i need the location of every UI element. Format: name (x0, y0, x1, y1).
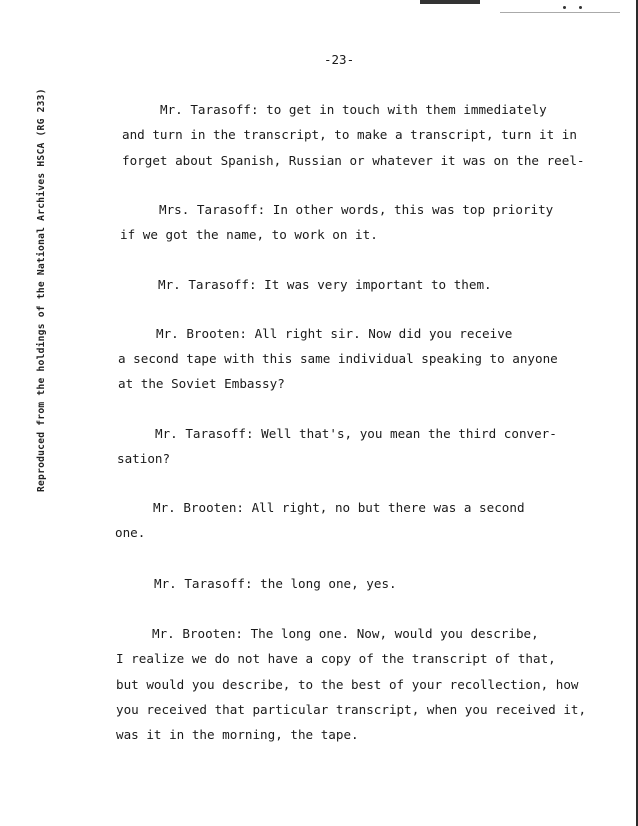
transcript-line: I realize we do not have a copy of the transcript of that, (116, 651, 556, 666)
transcript-line: was it in the morning, the tape. (116, 727, 359, 742)
transcript-line: but would you describe, to the best of your recollection, how (116, 677, 579, 692)
transcript-line: Mr. Tarasoff: to get in touch with them immediately (160, 102, 547, 117)
scan-speck (579, 6, 582, 9)
transcript-line: Mr. Tarasoff: the long one, yes. (154, 576, 397, 591)
transcript-line: Mr. Brooten: All right sir. Now did you receive (156, 326, 513, 341)
transcript-line: Mr. Tarasoff: Well that's, you mean the third conver- (155, 426, 557, 441)
transcript-line: a second tape with this same individual speaking to anyone (118, 351, 558, 366)
transcript-line: if we got the name, to work on it. (120, 227, 378, 242)
archive-stamp (0, 0, 47, 826)
transcript-line: forget about Spanish, Russian or whatever it was on the reel- (122, 153, 585, 168)
transcript-line: Mr. Brooten: All right, no but there was a second (153, 500, 525, 515)
transcript-line: at the Soviet Embassy? (118, 376, 285, 391)
transcript-line: one. (115, 525, 146, 540)
transcript-line: Mrs. Tarasoff: In other words, this was top priority (159, 202, 554, 217)
transcript-line: sation? (117, 451, 171, 466)
scan-line (500, 12, 620, 13)
transcript-line: Mr. Brooten: The long one. Now, would you describe, (152, 626, 539, 641)
transcript-line: and turn in the transcript, to make a transcript, turn it in (122, 127, 577, 142)
scan-speck (563, 6, 566, 9)
archive-note: Reproduced from the holdings of the National Archives HSCA (RG 233) (36, 88, 47, 492)
transcript-line: Mr. Tarasoff: It was very important to them. (158, 277, 492, 292)
page-number: -23- (324, 52, 355, 67)
transcript-line: you received that particular transcript, when you received it, (116, 702, 587, 717)
scan-mark (420, 0, 480, 4)
